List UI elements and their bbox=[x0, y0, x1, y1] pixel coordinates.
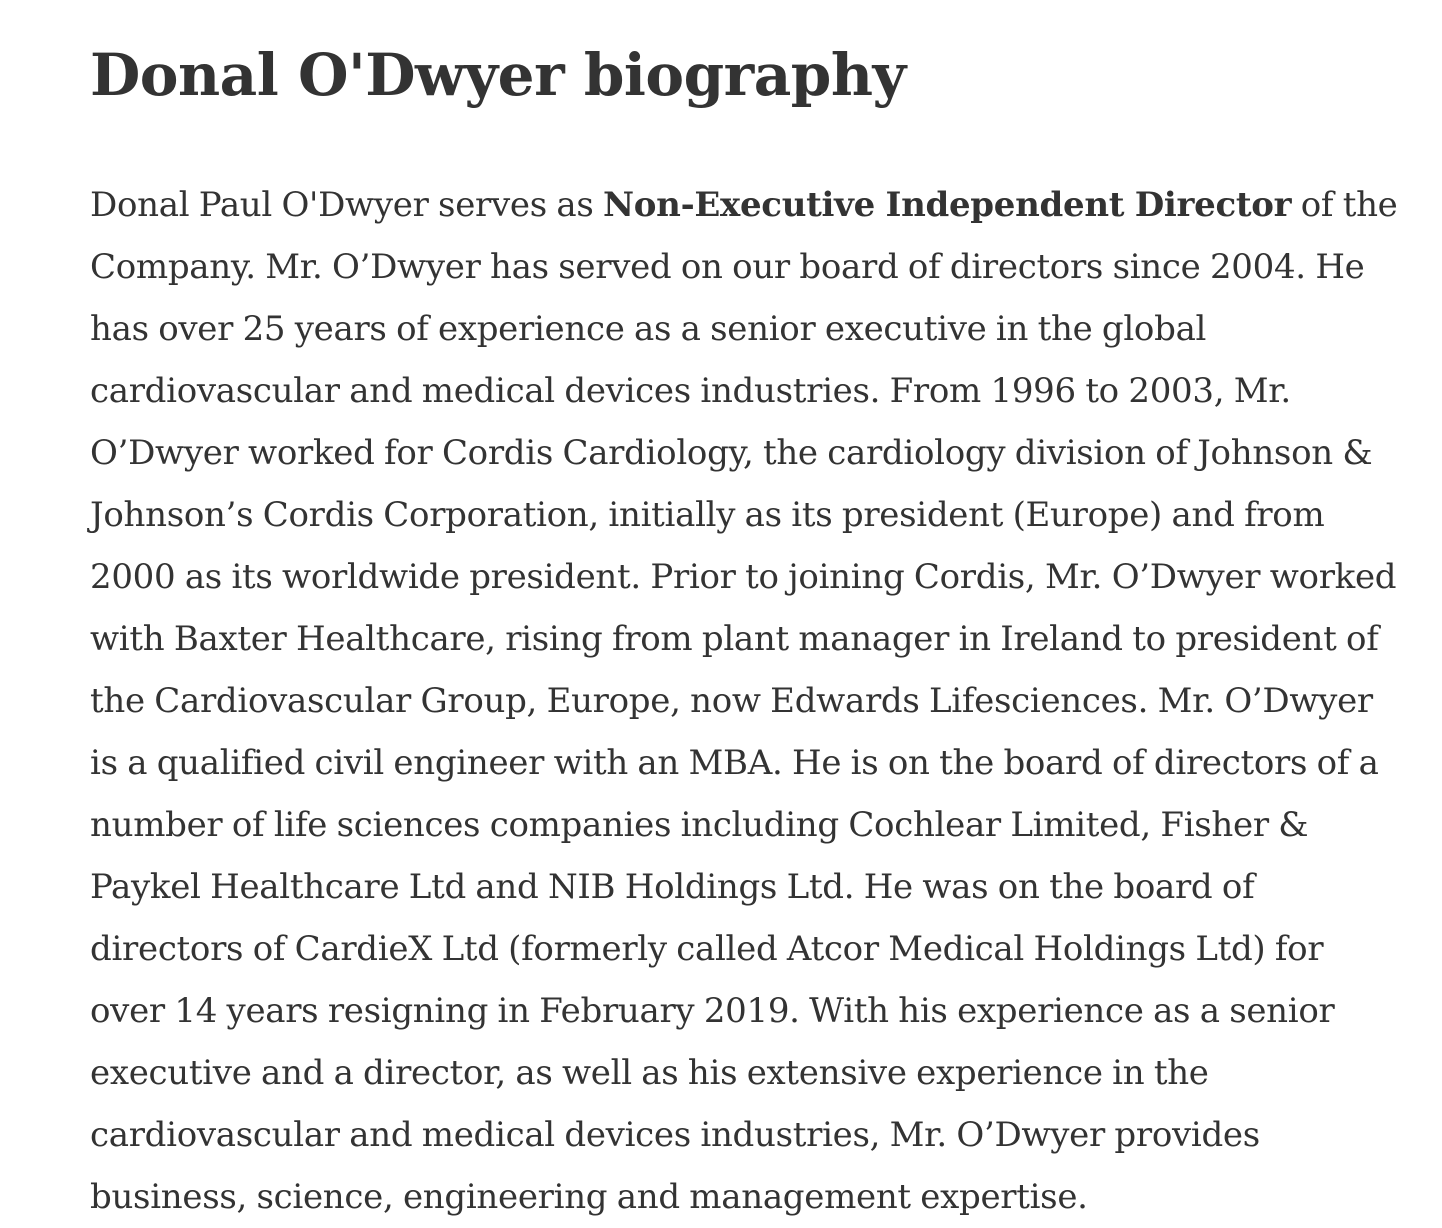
bio-role: Non-Executive Independent Director bbox=[603, 185, 1292, 225]
bio-body: of the Company. Mr. O’Dwyer has served on our board of directors since 2004. He has over 25 years of experience as a senior executive in the global cardiovascular and medical devices industries. From 1996 to 2003, Mr. O’Dwyer worked for Cordis Cardiology, the cardiology division of Johnson & Johnson’s Cordis Corporation, initially as its president (Europe) and from 2000 as its worldwide president. Prior to joining Cordis, Mr. O’Dwyer worked with Baxter Healthcare, rising from plant manager in Ireland to president of the Cardiovascular Group, Europe, now Edwards Lifesciences. Mr. O’Dwyer is a qualified civil engineer with an MBA. He is on the board of directors of a number of life sciences companies including Cochlear Limited, Fisher & Paykel Healthcare Ltd and NIB Holdings Ltd. He was on the board of directors of CardieX Ltd (formerly called Atcor Medical Holdings Ltd) for over 14 years resigning in February 2019. With his experience as a senior executive and a director, as well as his extensive experience in the cardiovascular and medical devices industries, Mr. O’Dwyer provides business, science, engineering and management expertise. bbox=[90, 185, 1398, 1217]
biography-paragraph bbox=[90, 174, 1400, 1228]
biography-article bbox=[90, 0, 1400, 1228]
page-title: Donal O'Dwyer biography bbox=[90, 41, 906, 109]
bio-intro: Donal Paul O'Dwyer serves as bbox=[90, 185, 603, 225]
